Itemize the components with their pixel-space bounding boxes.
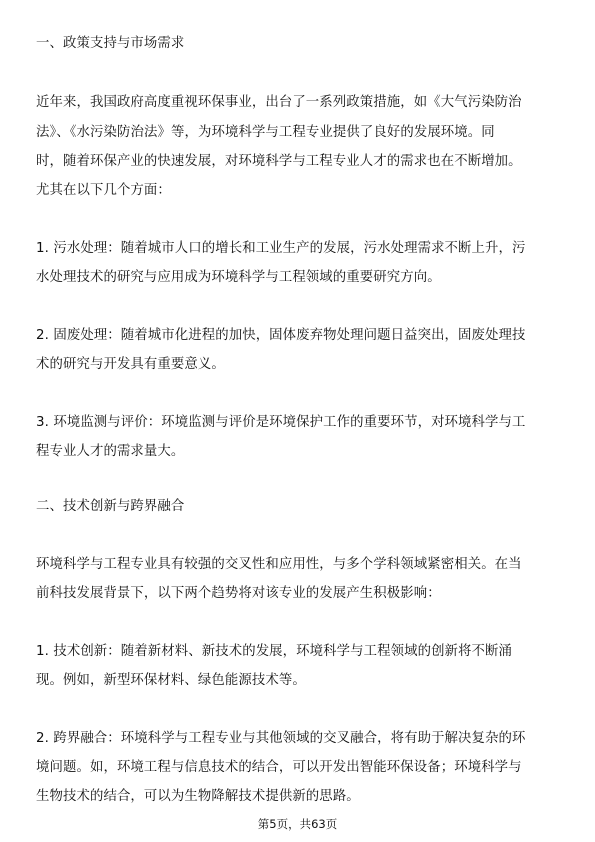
list-item-line: 术的研究与开发具有重要意义。: [36, 357, 225, 372]
paragraph-line: 近年来，我国政府高度重视环保事业，出台了一系列政策措施，如《大气污染防治: [36, 95, 522, 110]
paragraph-line: 法》、《水污染防治法》等，为环境科学与工程专业提供了良好的发展环境。同: [36, 125, 495, 140]
list-item-line: 生物技术的结合，可以为生物降解技术提供新的思路。: [36, 789, 360, 804]
list-item-line: 1. 污水处理：随着城市人口的增长和工业生产的发展，污水处理需求不断上升，污: [36, 241, 526, 256]
list-item-line: 水处理技术的研究与应用成为环境科学与工程领域的重要研究方向。: [36, 270, 441, 285]
paragraph-line: 时，随着环保产业的快速发展，对环境科学与工程专业人才的需求也在不断增加。: [36, 154, 522, 169]
page-number: 第5页，共63页: [257, 817, 338, 831]
section-heading-innovation: 二、技术创新与跨界融合: [36, 499, 185, 514]
list-item-line: 程专业人才的需求量大。: [36, 444, 185, 459]
list-item-line: 1. 技术创新：随着新材料、新技术的发展，环境科学与工程领域的创新将不断涌: [36, 644, 513, 659]
list-item-line: 2. 固废处理：随着城市化进程的加快，固体废弃物处理问题日益突出，固废处理技: [36, 328, 526, 343]
section-heading-policy: 一、政策支持与市场需求: [36, 36, 185, 51]
list-item-line: 现。例如，新型环保材料、绿色能源技术等。: [36, 673, 306, 688]
list-item-line: 2. 跨界融合：环境科学与工程专业与其他领域的交叉融合，将有助于解决复杂的环: [36, 731, 526, 746]
paragraph-line: 环境科学与工程专业具有较强的交叉性和应用性，与多个学科领域紧密相关。在当: [36, 557, 522, 572]
paragraph-line: 前科技发展背景下，以下两个趋势将对该专业的发展产生积极影响：: [36, 586, 441, 601]
paragraph-line: 尤其在以下几个方面：: [36, 183, 171, 198]
list-item-line: 3. 环境监测与评价：环境监测与评价是环境保护工作的重要环节，对环境科学与工: [36, 415, 526, 430]
list-item-line: 境问题。如，环境工程与信息技术的结合，可以开发出智能环保设备；环境科学与: [36, 760, 522, 775]
